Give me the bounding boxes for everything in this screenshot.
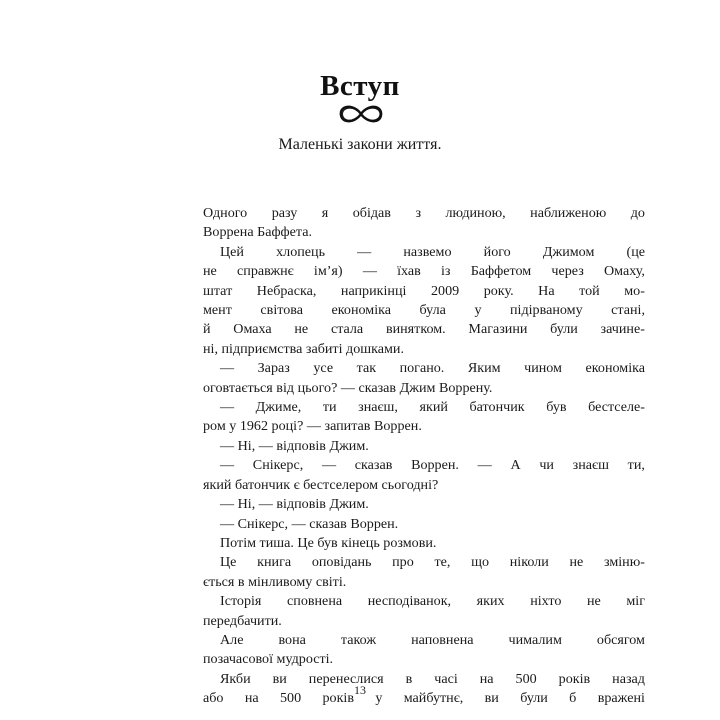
word: Снікерс,	[252, 457, 304, 474]
word: знаєш,	[358, 399, 398, 416]
word: б	[569, 690, 577, 707]
word: —	[220, 399, 235, 416]
word: їхав	[397, 263, 421, 280]
text-line: — Снікерс, — сказав Воррен.	[220, 515, 399, 532]
word: вона	[278, 631, 306, 648]
word: на	[244, 690, 259, 707]
word: книга	[257, 554, 292, 571]
word: чином	[524, 360, 562, 377]
text-line: — Ні, — відповів Джим.	[220, 437, 369, 454]
word: Одного	[203, 205, 248, 221]
text-line	[203, 301, 645, 320]
word: хлопець	[276, 243, 326, 260]
word: не	[203, 263, 217, 280]
word: стала	[330, 321, 364, 338]
word: те,	[434, 554, 451, 571]
word: 2009	[430, 282, 460, 299]
text-line: — Ні, — відповів Джим.	[220, 496, 369, 513]
word: батончик	[469, 399, 525, 416]
word: не	[586, 593, 601, 610]
word: —	[220, 457, 235, 474]
word: й	[203, 321, 211, 338]
text-line: позачасової мудрості.	[203, 651, 334, 668]
text-line	[203, 398, 645, 417]
word: зачине-	[600, 321, 645, 338]
text-line	[203, 204, 645, 223]
word: Цей	[220, 243, 244, 260]
word: у	[474, 302, 482, 319]
word: також	[340, 631, 377, 648]
word: стані,	[611, 302, 645, 319]
word: яких	[476, 593, 505, 610]
word: 500	[279, 690, 302, 707]
text-line	[203, 243, 645, 262]
word: із	[441, 263, 451, 280]
word: ви	[484, 690, 499, 707]
word: оповідань	[311, 554, 372, 571]
word: Магазини	[468, 321, 528, 338]
word: ім’я)	[313, 263, 343, 280]
word: вражені	[597, 690, 645, 707]
word: справжнє	[237, 263, 294, 280]
word: штат	[203, 282, 233, 299]
word: через	[551, 263, 584, 280]
word: перенеслися	[308, 670, 384, 687]
word: Омаху,	[603, 263, 645, 280]
chapter-title: Вступ	[320, 70, 400, 102]
word: погано.	[399, 360, 445, 377]
word: людиною,	[445, 205, 506, 221]
word: чи	[539, 457, 554, 474]
word: наповнена	[411, 631, 474, 648]
word: —	[477, 457, 492, 474]
text-line	[203, 631, 645, 650]
word: Омаха	[233, 321, 272, 338]
word: ніколи	[509, 554, 549, 571]
word: не	[569, 554, 584, 571]
word: назвемо	[403, 243, 452, 260]
word: з	[415, 205, 422, 221]
word: наприкінці	[340, 282, 407, 299]
text-line: ється в мінливому світі.	[203, 573, 347, 590]
word: на	[479, 670, 494, 687]
word: до	[630, 205, 645, 221]
text-line: передбачити.	[203, 612, 282, 629]
word: сповнена	[287, 593, 343, 610]
word: На	[538, 282, 555, 299]
word: світова	[260, 302, 303, 319]
word: ти	[322, 399, 337, 416]
text-line	[203, 320, 645, 339]
word: Історія	[220, 593, 262, 610]
word: що	[471, 554, 490, 571]
word: економіка	[331, 302, 392, 319]
word: були	[550, 321, 578, 338]
word: —	[357, 243, 372, 260]
word: Небраска,	[256, 282, 317, 299]
text-line	[203, 262, 645, 281]
word: чималим	[508, 631, 562, 648]
text-line	[203, 282, 645, 301]
chapter-subtitle: Маленькі закони життя.	[278, 136, 442, 153]
word: була	[419, 302, 446, 319]
word: Але	[220, 631, 244, 648]
word: часі	[434, 670, 458, 687]
word: мент	[203, 302, 232, 319]
word: років	[322, 690, 354, 707]
word: —	[362, 263, 377, 280]
body-text	[203, 204, 645, 709]
word: бестселе-	[588, 399, 645, 416]
text-line: Потім тиша. Це був кінець розмови.	[220, 534, 437, 551]
word: ніхто	[530, 593, 562, 610]
word: Яким	[467, 360, 501, 377]
word: про	[392, 554, 414, 571]
text-line: ні, підприємства забиті дошками.	[203, 340, 404, 357]
word: який	[419, 399, 448, 416]
word: міг	[626, 593, 645, 610]
word: А	[510, 457, 521, 474]
word: років	[558, 670, 591, 687]
word: усе	[313, 360, 334, 377]
infinity-ornament-icon	[336, 101, 386, 127]
word: наближеною	[530, 205, 607, 221]
word: —	[220, 360, 235, 377]
word: підірваному	[510, 302, 583, 319]
word: Баффетом	[470, 263, 532, 280]
word: Це	[220, 554, 237, 571]
word: сказав	[354, 457, 393, 474]
word: його	[483, 243, 511, 260]
word: не	[294, 321, 309, 338]
word: несподіванок,	[367, 593, 452, 610]
word: —	[321, 457, 337, 474]
page-number: 13	[354, 683, 366, 697]
word: Якби	[220, 670, 251, 687]
text-line	[203, 553, 645, 572]
word: винятком.	[385, 321, 446, 338]
word: обідав	[352, 205, 391, 221]
text-line	[203, 592, 645, 611]
word: або	[203, 690, 224, 707]
word: економіка	[585, 360, 645, 377]
word: Зараз	[257, 360, 290, 377]
word: Джимом	[542, 243, 595, 260]
word: разу	[271, 205, 298, 221]
word: у	[375, 690, 383, 707]
word: так	[356, 360, 377, 377]
word: майбутнє,	[403, 690, 464, 707]
word: обсягом	[596, 631, 645, 648]
word: ви	[272, 670, 287, 687]
word: ти,	[627, 457, 645, 474]
word: року.	[483, 282, 514, 299]
text-line: який батончик є бестселером сьогодні?	[203, 476, 439, 493]
word: мо-	[624, 282, 645, 299]
text-line: Воррена Баффета.	[203, 224, 313, 241]
word: (це	[626, 243, 645, 260]
text-line: оговтається від цього? — сказав Джим Воррену.	[203, 379, 493, 396]
word: в	[405, 670, 413, 687]
text-line	[203, 359, 645, 378]
word: я	[321, 205, 329, 221]
word: був	[546, 399, 567, 416]
text-line: ром у 1962 році? — запитав Воррен.	[203, 418, 422, 435]
word: той	[579, 282, 600, 299]
word: зміню-	[603, 554, 645, 571]
text-line	[203, 456, 645, 475]
word: 500	[515, 670, 537, 687]
word: знаєш	[572, 457, 609, 474]
word: були	[520, 690, 548, 707]
word: назад	[612, 670, 645, 687]
word: Джиме,	[255, 399, 302, 416]
word: Воррен.	[411, 457, 459, 474]
